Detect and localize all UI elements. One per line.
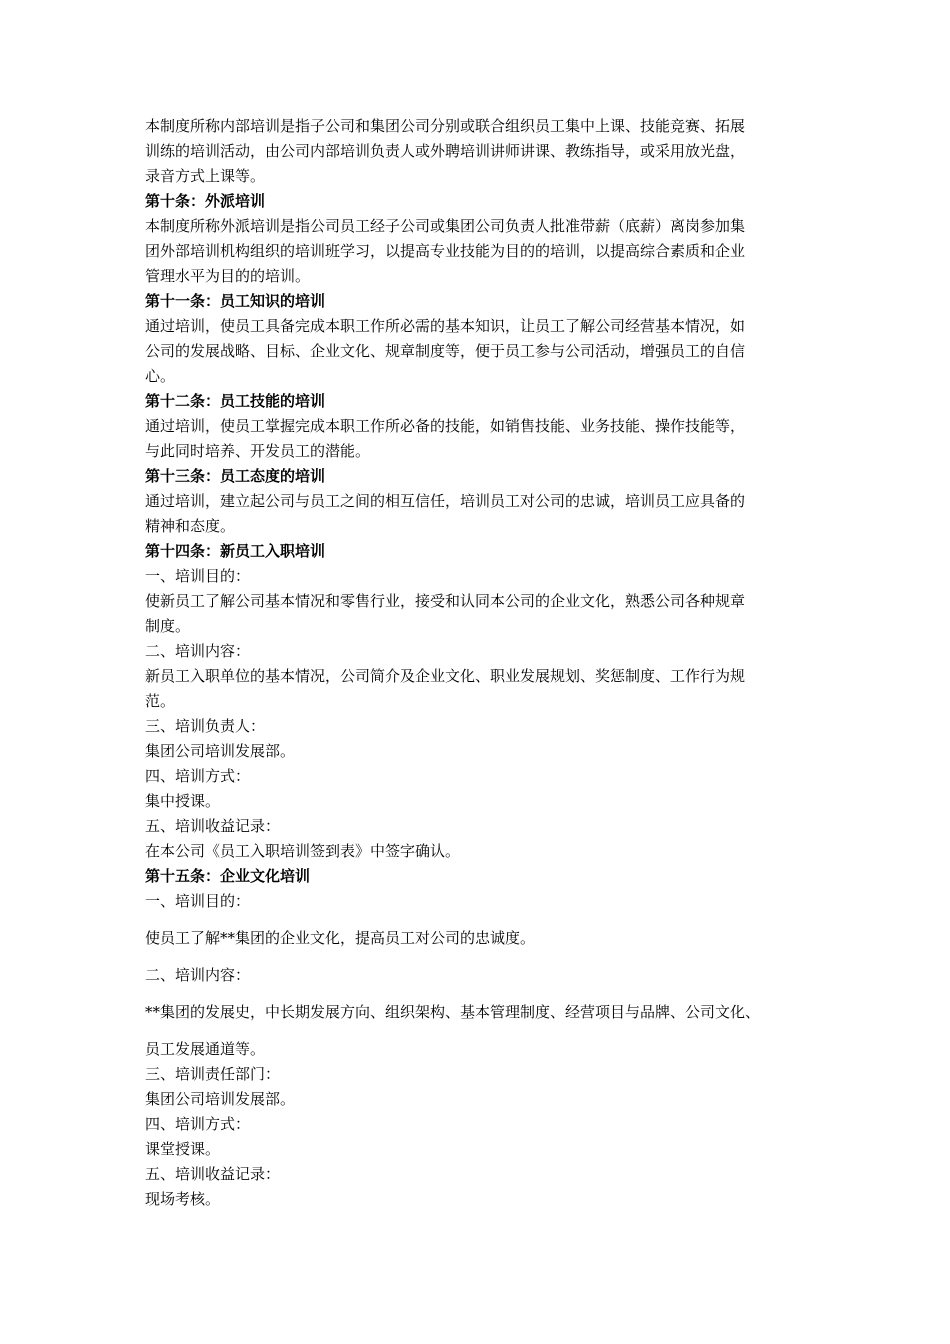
paragraph-line: **集团的发展史，中长期发展方向、组织架构、基本管理制度、经营项目与品牌、公司文化、 (145, 1003, 761, 1021)
paragraph-line: 集中授课。 (145, 792, 221, 810)
paragraph-line: 与此同时培养、开发员工的潜能。 (145, 442, 371, 460)
paragraph-line: 集团公司培训发展部。 (145, 742, 296, 760)
paragraph-line: 制度。 (145, 617, 191, 635)
section-label: 五、培训收益记录： (145, 817, 281, 835)
paragraph-line: 公司的发展战略、目标、企业文化、规章制度等，便于员工参与公司活动，增强员工的自信 (145, 342, 746, 360)
section-label: 五、培训收益记录： (145, 1165, 281, 1183)
article-14-heading: 第十四条：新员工入职培训 (145, 542, 326, 560)
paragraph-line: 在本公司《员工入职培训签到表》中签字确认。 (145, 842, 461, 860)
paragraph-line: 训练的培训活动，由公司内部培训负责人或外聘培训讲师讲课、教练指导，或采用放光盘， (145, 142, 746, 160)
paragraph-line: 通过培训，建立起公司与员工之间的相互信任，培训员工对公司的忠诚，培训员工应具备的 (145, 492, 746, 510)
paragraph-line: 心。 (145, 367, 176, 385)
paragraph-line: 课堂授课。 (145, 1140, 221, 1158)
paragraph-line: 现场考核。 (145, 1190, 221, 1208)
section-label: 三、培训负责人： (145, 717, 266, 735)
section-label: 一、培训目的： (145, 567, 251, 585)
paragraph-line: 管理水平为目的的培训。 (145, 267, 311, 285)
section-label: 二、培训内容： (145, 642, 251, 660)
article-11-heading: 第十一条：员工知识的培训 (145, 292, 326, 310)
section-label: 三、培训责任部门： (145, 1065, 281, 1083)
article-10-heading: 第十条：外派培训 (145, 192, 266, 210)
paragraph-line: 精神和态度。 (145, 517, 236, 535)
section-label: 二、培训内容： (145, 966, 251, 984)
paragraph-line: 本制度所称外派培训是指公司员工经子公司或集团公司负责人批准带薪（底薪）离岗参加集 (145, 217, 746, 235)
paragraph-line: 集团公司培训发展部。 (145, 1090, 296, 1108)
paragraph-line: 范。 (145, 692, 176, 710)
paragraph-line: 通过培训，使员工具备完成本职工作所必需的基本知识，让员工了解公司经营基本情况，如 (145, 317, 746, 335)
article-15-heading: 第十五条：企业文化培训 (145, 867, 311, 885)
section-label: 四、培训方式： (145, 767, 251, 785)
paragraph-line: 新员工入职单位的基本情况，公司简介及企业文化、职业发展规划、奖惩制度、工作行为规 (145, 667, 746, 685)
document-page (145, 114, 817, 1212)
paragraph-line: 录音方式上课等。 (145, 167, 266, 185)
paragraph-line: 通过培训，使员工掌握完成本职工作所必备的技能，如销售技能、业务技能、操作技能等， (145, 417, 746, 435)
section-label: 四、培训方式： (145, 1115, 251, 1133)
section-label: 一、培训目的： (145, 892, 251, 910)
paragraph-line: 使员工了解**集团的企业文化，提高员工对公司的忠诚度。 (145, 929, 536, 947)
paragraph-line: 员工发展通道等。 (145, 1040, 266, 1058)
paragraph-line: 团外部培训机构组织的培训班学习，以提高专业技能为目的的培训，以提高综合素质和企业 (145, 242, 746, 260)
article-12-heading: 第十二条：员工技能的培训 (145, 392, 326, 410)
paragraph-line: 本制度所称内部培训是指子公司和集团公司分别或联合组织员工集中上课、技能竞赛、拓展 (145, 117, 746, 135)
paragraph-line: 使新员工了解公司基本情况和零售行业，接受和认同本公司的企业文化，熟悉公司各种规章 (145, 592, 746, 610)
article-13-heading: 第十三条：员工态度的培训 (145, 467, 326, 485)
